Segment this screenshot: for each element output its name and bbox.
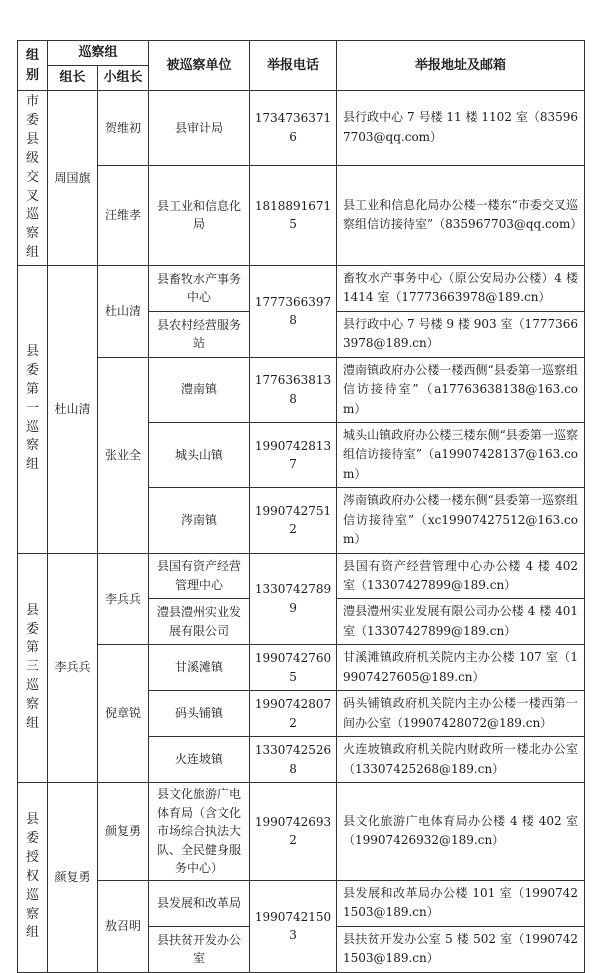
inspected-unit: 县农村经营服务站 — [149, 311, 250, 357]
inspected-unit: 县畜牧水产事务中心 — [149, 265, 250, 311]
report-address: 城头山镇政府办公楼三楼东侧“县委第一巡察组信访接待室”（a19907428137@163.com） — [337, 422, 585, 487]
report-address: 县行政中心 7 号楼 11 楼 1102 室（835967703@qq.com） — [337, 91, 585, 165]
report-address: 火连坡镇政府机关院内财政所一楼北办公室（13307425268@189.cn） — [337, 737, 585, 783]
group-name: 县委授权巡察组 — [18, 782, 48, 972]
subgroup-leader: 敖召明 — [98, 880, 149, 972]
group-name: 县委第三巡察组 — [18, 553, 48, 782]
header-inspected-unit: 被巡察单位 — [149, 41, 250, 91]
inspection-report-table — [17, 40, 585, 973]
header-address: 举报地址及邮箱 — [337, 41, 585, 91]
report-phone: 13307427899 — [250, 553, 337, 645]
inspected-unit: 县扶贫开发办公室 — [149, 926, 250, 972]
header-subgroup-leader: 小组长 — [98, 66, 149, 91]
report-address: 澧县澧州实业发展有限公司办公楼 4 楼 401 室（13307427899@189.cn） — [337, 599, 585, 645]
inspected-unit: 澧南镇 — [149, 357, 250, 422]
group-name: 县委第一巡察组 — [18, 265, 48, 553]
report-phone: 18188916715 — [250, 165, 337, 265]
report-address: 县行政中心 7 号楼 9 楼 903 室（17773663978@189.cn） — [337, 311, 585, 357]
header-team-leader: 组长 — [48, 66, 98, 91]
inspected-unit: 城头山镇 — [149, 422, 250, 487]
team-leader: 周国旗 — [48, 91, 98, 266]
report-phone: 19907427605 — [250, 645, 337, 691]
report-address: 县国有资产经营管理中心办公楼 4 楼 402 室（13307427899@189.cn） — [337, 553, 585, 599]
subgroup-leader: 贺维初 — [98, 91, 149, 165]
report-address: 县发展和改革局办公楼 101 室（19907421503@189.cn） — [337, 880, 585, 926]
inspected-unit: 县发展和改革局 — [149, 880, 250, 926]
report-phone: 13307425268 — [250, 737, 337, 783]
subgroup-leader: 李兵兵 — [98, 553, 149, 645]
inspected-unit: 火连坡镇 — [149, 737, 250, 783]
inspected-unit: 澧县澧州实业发展有限公司 — [149, 599, 250, 645]
report-address: 甘溪滩镇政府机关院内主办公楼 107 室（19907427605@189.cn） — [337, 645, 585, 691]
report-phone: 19907421503 — [250, 880, 337, 972]
report-phone: 19907427512 — [250, 488, 337, 553]
team-leader: 李兵兵 — [48, 553, 98, 782]
subgroup-leader: 杜山清 — [98, 265, 149, 357]
report-phone: 19907428072 — [250, 691, 337, 737]
subgroup-leader: 张业全 — [98, 357, 149, 553]
report-phone: 17347363716 — [250, 91, 337, 165]
header-group: 组别 — [18, 41, 48, 91]
report-address: 县扶贫开发办公室 5 楼 502 室（19907421503@189.cn） — [337, 926, 585, 972]
inspected-unit: 涔南镇 — [149, 488, 250, 553]
inspected-unit: 甘溪滩镇 — [149, 645, 250, 691]
inspected-unit: 县审计局 — [149, 91, 250, 165]
report-phone: 17773663978 — [250, 265, 337, 357]
subgroup-leader: 汪维孝 — [98, 165, 149, 265]
report-address: 码头铺镇政府机关院内主办公楼一楼西第一间办公室（19907428072@189.cn） — [337, 691, 585, 737]
report-address: 澧南镇政府办公楼一楼西侧“县委第一巡察组信访接待室”（a17763638138@163.com） — [337, 357, 585, 422]
report-address: 县工业和信息化局办公楼一楼东“市委交叉巡察组信访接待室”（835967703@qq.com） — [337, 165, 585, 265]
group-name: 市委县级交叉巡察组 — [18, 91, 48, 266]
report-phone: 17763638138 — [250, 357, 337, 422]
inspected-unit: 县工业和信息化局 — [149, 165, 250, 265]
report-phone: 19907426932 — [250, 782, 337, 880]
report-address: 县文化旅游广电体育局办公楼 4 楼 402 室（19907426932@189.cn） — [337, 782, 585, 880]
inspected-unit: 县文化旅游广电体育局（含文化市场综合执法大队、全民健身服务中心） — [149, 782, 250, 880]
inspected-unit: 县国有资产经营管理中心 — [149, 553, 250, 599]
report-phone: 19907428137 — [250, 422, 337, 487]
team-leader: 颜复勇 — [48, 782, 98, 972]
subgroup-leader: 颜复勇 — [98, 782, 149, 880]
header-phone: 举报电话 — [250, 41, 337, 91]
subgroup-leader: 倪章锐 — [98, 645, 149, 783]
team-leader: 杜山清 — [48, 265, 98, 553]
header-inspection-team: 巡察组 — [48, 41, 149, 66]
inspected-unit: 码头铺镇 — [149, 691, 250, 737]
report-address: 涔南镇政府办公楼一楼东侧“县委第一巡察组信访接待室”（xc19907427512@163.com） — [337, 488, 585, 553]
report-address: 畜牧水产事务中心（原公安局办公楼）4 楼 1414 室（17773663978@189.cn） — [337, 265, 585, 311]
